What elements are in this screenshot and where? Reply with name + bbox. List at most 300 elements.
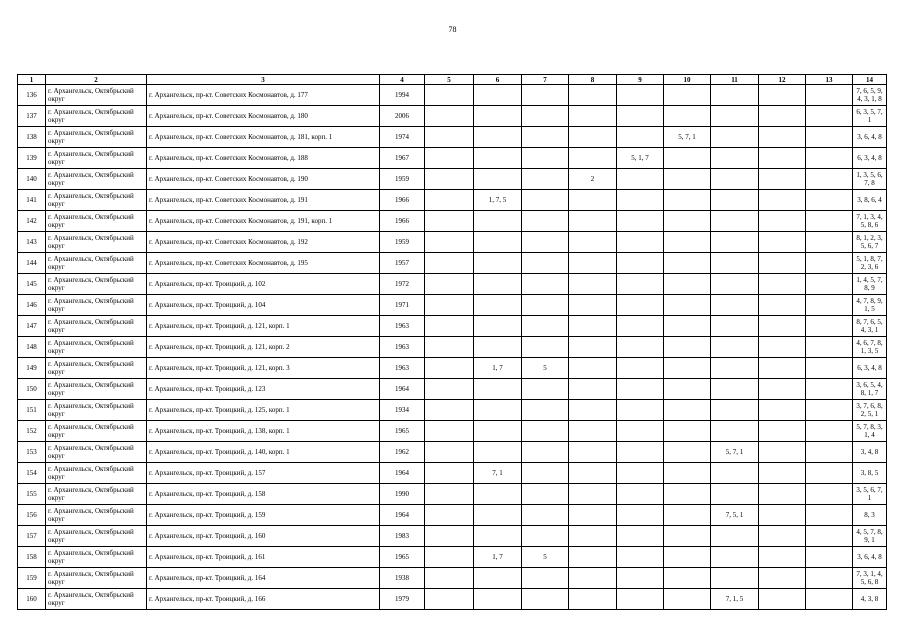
table-cell-col8 — [569, 463, 617, 484]
table-cell-col4: 1965 — [380, 547, 425, 568]
table-cell-col12 — [759, 253, 806, 274]
table-cell-col7: 5 — [522, 358, 569, 379]
table-cell-col3: г. Архангельск, пр-кт. Троицкий, д. 123 — [147, 379, 380, 400]
column-header-9: 9 — [617, 75, 664, 85]
table-cell-col10: 5, 7, 1 — [664, 127, 711, 148]
table-row — [18, 463, 887, 484]
table-cell-col1: 150 — [18, 379, 46, 400]
table-cell-col11 — [711, 211, 759, 232]
table-cell-col2: г. Архангельск, Октябрьский округ — [46, 505, 147, 526]
table-cell-col7 — [522, 568, 569, 589]
table-cell-col10 — [664, 589, 711, 610]
table-cell-col11 — [711, 253, 759, 274]
table-cell-col8 — [569, 526, 617, 547]
table-cell-col7 — [522, 442, 569, 463]
table-cell-col11 — [711, 379, 759, 400]
table-cell-col13 — [806, 295, 853, 316]
table-cell-col1: 151 — [18, 400, 46, 421]
table-cell-col8 — [569, 127, 617, 148]
table-cell-col6 — [474, 211, 522, 232]
table-cell-col14: 3, 6, 5, 4, 8, 1, 7 — [853, 379, 887, 400]
table-cell-col10 — [664, 421, 711, 442]
table-cell-col9 — [617, 211, 664, 232]
table-row — [18, 85, 887, 106]
table-cell-col4: 1964 — [380, 463, 425, 484]
table-cell-col6 — [474, 295, 522, 316]
table-cell-col2: г. Архангельск, Октябрьский округ — [46, 316, 147, 337]
table-cell-col2: г. Архангельск, Октябрьский округ — [46, 295, 147, 316]
table-cell-col14: 4, 7, 8, 9, 1, 5 — [853, 295, 887, 316]
table-cell-col10 — [664, 211, 711, 232]
table-cell-col5 — [425, 484, 474, 505]
table-cell-col13 — [806, 589, 853, 610]
table-cell-col11: 7, 5, 1 — [711, 505, 759, 526]
table-cell-col6 — [474, 316, 522, 337]
table-cell-col2: г. Архангельск, Октябрьский округ — [46, 169, 147, 190]
table-cell-col10 — [664, 463, 711, 484]
table-cell-col8 — [569, 484, 617, 505]
table-cell-col1: 145 — [18, 274, 46, 295]
table-cell-col7 — [522, 463, 569, 484]
table-cell-col7 — [522, 148, 569, 169]
table-cell-col14: 6, 3, 4, 8 — [853, 358, 887, 379]
table-cell-col3: г. Архангельск, пр-кт. Советских Космонавтов, д. 181, корп. 1 — [147, 127, 380, 148]
table-cell-col6: 1, 7, 5 — [474, 190, 522, 211]
table-cell-col2: г. Архангельск, Октябрьский округ — [46, 421, 147, 442]
table-cell-col3: г. Архангельск, пр-кт. Троицкий, д. 157 — [147, 463, 380, 484]
table-cell-col4: 1966 — [380, 190, 425, 211]
table-row — [18, 358, 887, 379]
table-row — [18, 253, 887, 274]
table-cell-col6 — [474, 505, 522, 526]
table-cell-col1: 149 — [18, 358, 46, 379]
table-cell-col12 — [759, 127, 806, 148]
table-cell-col3: г. Архангельск, пр-кт. Советских Космонавтов, д. 191, корп. 1 — [147, 211, 380, 232]
table-cell-col9 — [617, 295, 664, 316]
table-cell-col13 — [806, 568, 853, 589]
table-cell-col4: 2006 — [380, 106, 425, 127]
table-cell-col7 — [522, 589, 569, 610]
table-cell-col11 — [711, 106, 759, 127]
column-header-14: 14 — [853, 75, 887, 85]
table-row — [18, 400, 887, 421]
table-cell-col11 — [711, 169, 759, 190]
table-cell-col10 — [664, 148, 711, 169]
table-cell-col9: 5, 1, 7 — [617, 148, 664, 169]
table-cell-col2: г. Архангельск, Октябрьский округ — [46, 253, 147, 274]
table-cell-col10 — [664, 568, 711, 589]
table-cell-col5 — [425, 337, 474, 358]
table-cell-col9 — [617, 127, 664, 148]
table-cell-col10 — [664, 505, 711, 526]
table-cell-col11 — [711, 148, 759, 169]
table-cell-col12 — [759, 232, 806, 253]
table-cell-col10 — [664, 379, 711, 400]
table-cell-col1: 139 — [18, 148, 46, 169]
table-cell-col7 — [522, 232, 569, 253]
table-cell-col13 — [806, 526, 853, 547]
table-row — [18, 589, 887, 610]
table-cell-col9 — [617, 316, 664, 337]
table-cell-col5 — [425, 358, 474, 379]
table-cell-col14: 3, 5, 6, 7, 1 — [853, 484, 887, 505]
table-cell-col4: 1971 — [380, 295, 425, 316]
table-cell-col7 — [522, 190, 569, 211]
table-cell-col4: 1965 — [380, 421, 425, 442]
table-cell-col10 — [664, 526, 711, 547]
column-header-6: 6 — [474, 75, 522, 85]
table-cell-col14: 4, 3, 8 — [853, 589, 887, 610]
table-cell-col1: 160 — [18, 589, 46, 610]
table-cell-col11 — [711, 316, 759, 337]
table-cell-col5 — [425, 421, 474, 442]
table-cell-col3: г. Архангельск, пр-кт. Советских Космонавтов, д. 191 — [147, 190, 380, 211]
table-cell-col6 — [474, 379, 522, 400]
table-cell-col12 — [759, 337, 806, 358]
table-cell-col14: 7, 3, 1, 4, 5, 6, 8 — [853, 568, 887, 589]
table-cell-col14: 3, 6, 4, 8 — [853, 127, 887, 148]
table-cell-col3: г. Архангельск, пр-кт. Советских Космонавтов, д. 180 — [147, 106, 380, 127]
table-cell-col7 — [522, 106, 569, 127]
table-cell-col13 — [806, 316, 853, 337]
table-cell-col10 — [664, 337, 711, 358]
table-cell-col12 — [759, 421, 806, 442]
table-cell-col6 — [474, 484, 522, 505]
table-cell-col12 — [759, 526, 806, 547]
table-cell-col12 — [759, 274, 806, 295]
table-cell-col3: г. Архангельск, пр-кт. Троицкий, д. 160 — [147, 526, 380, 547]
table-cell-col10 — [664, 442, 711, 463]
table-row — [18, 337, 887, 358]
table-cell-col9 — [617, 232, 664, 253]
table-header-row — [18, 75, 887, 85]
table-cell-col2: г. Архангельск, Октябрьский округ — [46, 232, 147, 253]
table-cell-col8 — [569, 316, 617, 337]
table-cell-col13 — [806, 148, 853, 169]
table-cell-col5 — [425, 190, 474, 211]
table-cell-col2: г. Архангельск, Октябрьский округ — [46, 463, 147, 484]
column-header-1: 1 — [18, 75, 46, 85]
table-cell-col3: г. Архангельск, пр-кт. Советских Космонавтов, д. 190 — [147, 169, 380, 190]
table-cell-col11 — [711, 274, 759, 295]
table-cell-col3: г. Архангельск, пр-кт. Троицкий, д. 164 — [147, 568, 380, 589]
table-cell-col6 — [474, 106, 522, 127]
table-cell-col6 — [474, 337, 522, 358]
table-cell-col7 — [522, 505, 569, 526]
table-cell-col1: 140 — [18, 169, 46, 190]
table-cell-col11 — [711, 568, 759, 589]
table-cell-col8 — [569, 400, 617, 421]
table-cell-col14: 3, 8, 6, 4 — [853, 190, 887, 211]
table-cell-col12 — [759, 379, 806, 400]
table-cell-col5 — [425, 232, 474, 253]
table-cell-col5 — [425, 379, 474, 400]
table-cell-col4: 1963 — [380, 358, 425, 379]
table-cell-col1: 158 — [18, 547, 46, 568]
table-cell-col7 — [522, 253, 569, 274]
table-cell-col8 — [569, 505, 617, 526]
table-cell-col12 — [759, 169, 806, 190]
table-cell-col8 — [569, 274, 617, 295]
table-cell-col13 — [806, 421, 853, 442]
table-cell-col4: 1964 — [380, 379, 425, 400]
table-cell-col9 — [617, 379, 664, 400]
table-cell-col6: 7, 1 — [474, 463, 522, 484]
table-cell-col8: 2 — [569, 169, 617, 190]
table-cell-col11 — [711, 463, 759, 484]
table-cell-col2: г. Архангельск, Октябрьский округ — [46, 484, 147, 505]
table-cell-col8 — [569, 442, 617, 463]
table-cell-col13 — [806, 442, 853, 463]
table-row — [18, 127, 887, 148]
table-cell-col9 — [617, 190, 664, 211]
table-cell-col12 — [759, 106, 806, 127]
table-cell-col8 — [569, 421, 617, 442]
table-cell-col8 — [569, 232, 617, 253]
table-cell-col4: 1972 — [380, 274, 425, 295]
table-cell-col9 — [617, 421, 664, 442]
table-cell-col2: г. Архангельск, Октябрьский округ — [46, 106, 147, 127]
table-row — [18, 211, 887, 232]
table-cell-col3: г. Архангельск, пр-кт. Советских Космонавтов, д. 177 — [147, 85, 380, 106]
table-cell-col2: г. Архангельск, Октябрьский округ — [46, 337, 147, 358]
table-cell-col8 — [569, 190, 617, 211]
table-cell-col13 — [806, 127, 853, 148]
table-cell-col1: 142 — [18, 211, 46, 232]
table-cell-col8 — [569, 589, 617, 610]
table-cell-col10 — [664, 400, 711, 421]
table-cell-col6 — [474, 421, 522, 442]
table-cell-col4: 1938 — [380, 568, 425, 589]
table-cell-col7 — [522, 421, 569, 442]
table-cell-col3: г. Архангельск, пр-кт. Троицкий, д. 166 — [147, 589, 380, 610]
table-cell-col14: 8, 7, 6, 5, 4, 3, 1 — [853, 316, 887, 337]
table-cell-col12 — [759, 400, 806, 421]
table-cell-col6 — [474, 85, 522, 106]
table-cell-col6 — [474, 253, 522, 274]
table-cell-col1: 152 — [18, 421, 46, 442]
table-cell-col5 — [425, 127, 474, 148]
table-cell-col1: 155 — [18, 484, 46, 505]
table-cell-col3: г. Архангельск, пр-кт. Троицкий, д. 138, корп. 1 — [147, 421, 380, 442]
table-row — [18, 568, 887, 589]
table-cell-col13 — [806, 211, 853, 232]
table-cell-col1: 147 — [18, 316, 46, 337]
table-cell-col5 — [425, 295, 474, 316]
table-cell-col4: 1974 — [380, 127, 425, 148]
table-cell-col14: 3, 7, 6, 8, 2, 5, 1 — [853, 400, 887, 421]
table-cell-col8 — [569, 253, 617, 274]
table-cell-col13 — [806, 253, 853, 274]
table-cell-col3: г. Архангельск, пр-кт. Советских Космонавтов, д. 188 — [147, 148, 380, 169]
table-cell-col9 — [617, 568, 664, 589]
table-cell-col11 — [711, 127, 759, 148]
table-cell-col13 — [806, 337, 853, 358]
table-cell-col9 — [617, 526, 664, 547]
table-cell-col9 — [617, 337, 664, 358]
table-cell-col4: 1959 — [380, 169, 425, 190]
column-header-3: 3 — [147, 75, 380, 85]
table-cell-col4: 1962 — [380, 442, 425, 463]
table-cell-col4: 1967 — [380, 148, 425, 169]
table-cell-col6: 1, 7 — [474, 358, 522, 379]
table-cell-col8 — [569, 211, 617, 232]
table-cell-col1: 154 — [18, 463, 46, 484]
table-row — [18, 505, 887, 526]
table-cell-col12 — [759, 358, 806, 379]
table-cell-col4: 1990 — [380, 484, 425, 505]
table-cell-col9 — [617, 85, 664, 106]
table-cell-col11 — [711, 190, 759, 211]
table-cell-col8 — [569, 106, 617, 127]
page-number: 78 — [448, 25, 457, 34]
table-cell-col2: г. Архангельск, Октябрьский округ — [46, 85, 147, 106]
table-cell-col4: 1994 — [380, 85, 425, 106]
table-cell-col14: 3, 8, 5 — [853, 463, 887, 484]
table-cell-col13 — [806, 463, 853, 484]
table-cell-col3: г. Архангельск, пр-кт. Советских Космонавтов, д. 192 — [147, 232, 380, 253]
table-cell-col1: 144 — [18, 253, 46, 274]
table-cell-col5 — [425, 463, 474, 484]
table-cell-col7 — [522, 211, 569, 232]
table-cell-col5 — [425, 211, 474, 232]
table-cell-col12 — [759, 148, 806, 169]
table-cell-col3: г. Архангельск, пр-кт. Троицкий, д. 140, корп. 1 — [147, 442, 380, 463]
table-cell-col1: 148 — [18, 337, 46, 358]
table-cell-col2: г. Архангельск, Октябрьский округ — [46, 274, 147, 295]
table-cell-col11 — [711, 337, 759, 358]
column-header-13: 13 — [806, 75, 853, 85]
table-cell-col2: г. Архангельск, Октябрьский округ — [46, 148, 147, 169]
table-cell-col6 — [474, 169, 522, 190]
table-cell-col9 — [617, 589, 664, 610]
table-row — [18, 547, 887, 568]
table-row — [18, 106, 887, 127]
table-cell-col5 — [425, 568, 474, 589]
table-cell-col7 — [522, 85, 569, 106]
table-cell-col10 — [664, 169, 711, 190]
table-cell-col9 — [617, 442, 664, 463]
table-cell-col6 — [474, 232, 522, 253]
table-cell-col4: 1959 — [380, 232, 425, 253]
table-cell-col6 — [474, 148, 522, 169]
table-cell-col11 — [711, 547, 759, 568]
table-cell-col8 — [569, 568, 617, 589]
table-cell-col6 — [474, 526, 522, 547]
table-cell-col7 — [522, 295, 569, 316]
table-cell-col7 — [522, 379, 569, 400]
table-cell-col1: 159 — [18, 568, 46, 589]
table-cell-col12 — [759, 85, 806, 106]
table-cell-col14: 7, 6, 5, 9, 4, 3, 1, 8 — [853, 85, 887, 106]
table-cell-col1: 153 — [18, 442, 46, 463]
table-row — [18, 232, 887, 253]
table-cell-col2: г. Архангельск, Октябрьский округ — [46, 400, 147, 421]
table-cell-col2: г. Архангельск, Октябрьский округ — [46, 589, 147, 610]
table-cell-col11: 7, 1, 5 — [711, 589, 759, 610]
table-cell-col3: г. Архангельск, пр-кт. Троицкий, д. 158 — [147, 484, 380, 505]
table-cell-col9 — [617, 358, 664, 379]
table-cell-col11 — [711, 85, 759, 106]
table-cell-col5 — [425, 274, 474, 295]
table-cell-col11 — [711, 400, 759, 421]
table-cell-col11 — [711, 421, 759, 442]
table-cell-col7 — [522, 127, 569, 148]
table-row — [18, 274, 887, 295]
table-cell-col7 — [522, 400, 569, 421]
table-cell-col14: 4, 6, 7, 8, 1, 3, 5 — [853, 337, 887, 358]
table-cell-col7 — [522, 337, 569, 358]
table-cell-col12 — [759, 442, 806, 463]
table-cell-col13 — [806, 106, 853, 127]
column-header-4: 4 — [380, 75, 425, 85]
table-cell-col9 — [617, 169, 664, 190]
column-header-12: 12 — [759, 75, 806, 85]
table-cell-col14: 6, 3, 4, 8 — [853, 148, 887, 169]
table-cell-col3: г. Архангельск, пр-кт. Троицкий, д. 102 — [147, 274, 380, 295]
table-cell-col8 — [569, 148, 617, 169]
table-cell-col12 — [759, 484, 806, 505]
table-cell-col7 — [522, 484, 569, 505]
table-cell-col8 — [569, 358, 617, 379]
table-cell-col13 — [806, 484, 853, 505]
table-cell-col2: г. Архангельск, Октябрьский округ — [46, 358, 147, 379]
table-row — [18, 442, 887, 463]
table-cell-col6 — [474, 274, 522, 295]
column-header-7: 7 — [522, 75, 569, 85]
column-header-11: 11 — [711, 75, 759, 85]
table-cell-col14: 3, 4, 8 — [853, 442, 887, 463]
table-cell-col9 — [617, 400, 664, 421]
table-cell-col3: г. Архангельск, пр-кт. Троицкий, д. 159 — [147, 505, 380, 526]
table-cell-col9 — [617, 463, 664, 484]
table-cell-col14: 8, 1, 2, 3, 5, 6, 7 — [853, 232, 887, 253]
table-cell-col6 — [474, 568, 522, 589]
table-cell-col13 — [806, 547, 853, 568]
table-cell-col2: г. Архангельск, Октябрьский округ — [46, 442, 147, 463]
table-row — [18, 316, 887, 337]
table-cell-col6 — [474, 127, 522, 148]
table-cell-col2: г. Архангельск, Октябрьский округ — [46, 379, 147, 400]
table-cell-col1: 143 — [18, 232, 46, 253]
table-cell-col9 — [617, 253, 664, 274]
table-cell-col8 — [569, 547, 617, 568]
table-cell-col13 — [806, 400, 853, 421]
table-cell-col6 — [474, 400, 522, 421]
table-cell-col13 — [806, 232, 853, 253]
table-cell-col12 — [759, 211, 806, 232]
table-cell-col11 — [711, 232, 759, 253]
table-cell-col8 — [569, 295, 617, 316]
table-row — [18, 526, 887, 547]
table-cell-col6: 1, 7 — [474, 547, 522, 568]
table-cell-col14: 5, 1, 8, 7, 2, 3, 6 — [853, 253, 887, 274]
table-cell-col8 — [569, 337, 617, 358]
table-cell-col13 — [806, 358, 853, 379]
table-cell-col12 — [759, 547, 806, 568]
table-cell-col7: 5 — [522, 547, 569, 568]
table-cell-col14: 8, 3 — [853, 505, 887, 526]
table-cell-col13 — [806, 190, 853, 211]
table-cell-col7 — [522, 526, 569, 547]
table-cell-col10 — [664, 106, 711, 127]
table-cell-col8 — [569, 379, 617, 400]
table-cell-col2: г. Архангельск, Октябрьский округ — [46, 547, 147, 568]
table-cell-col4: 1934 — [380, 400, 425, 421]
column-header-8: 8 — [569, 75, 617, 85]
table-cell-col8 — [569, 85, 617, 106]
table-cell-col13 — [806, 274, 853, 295]
